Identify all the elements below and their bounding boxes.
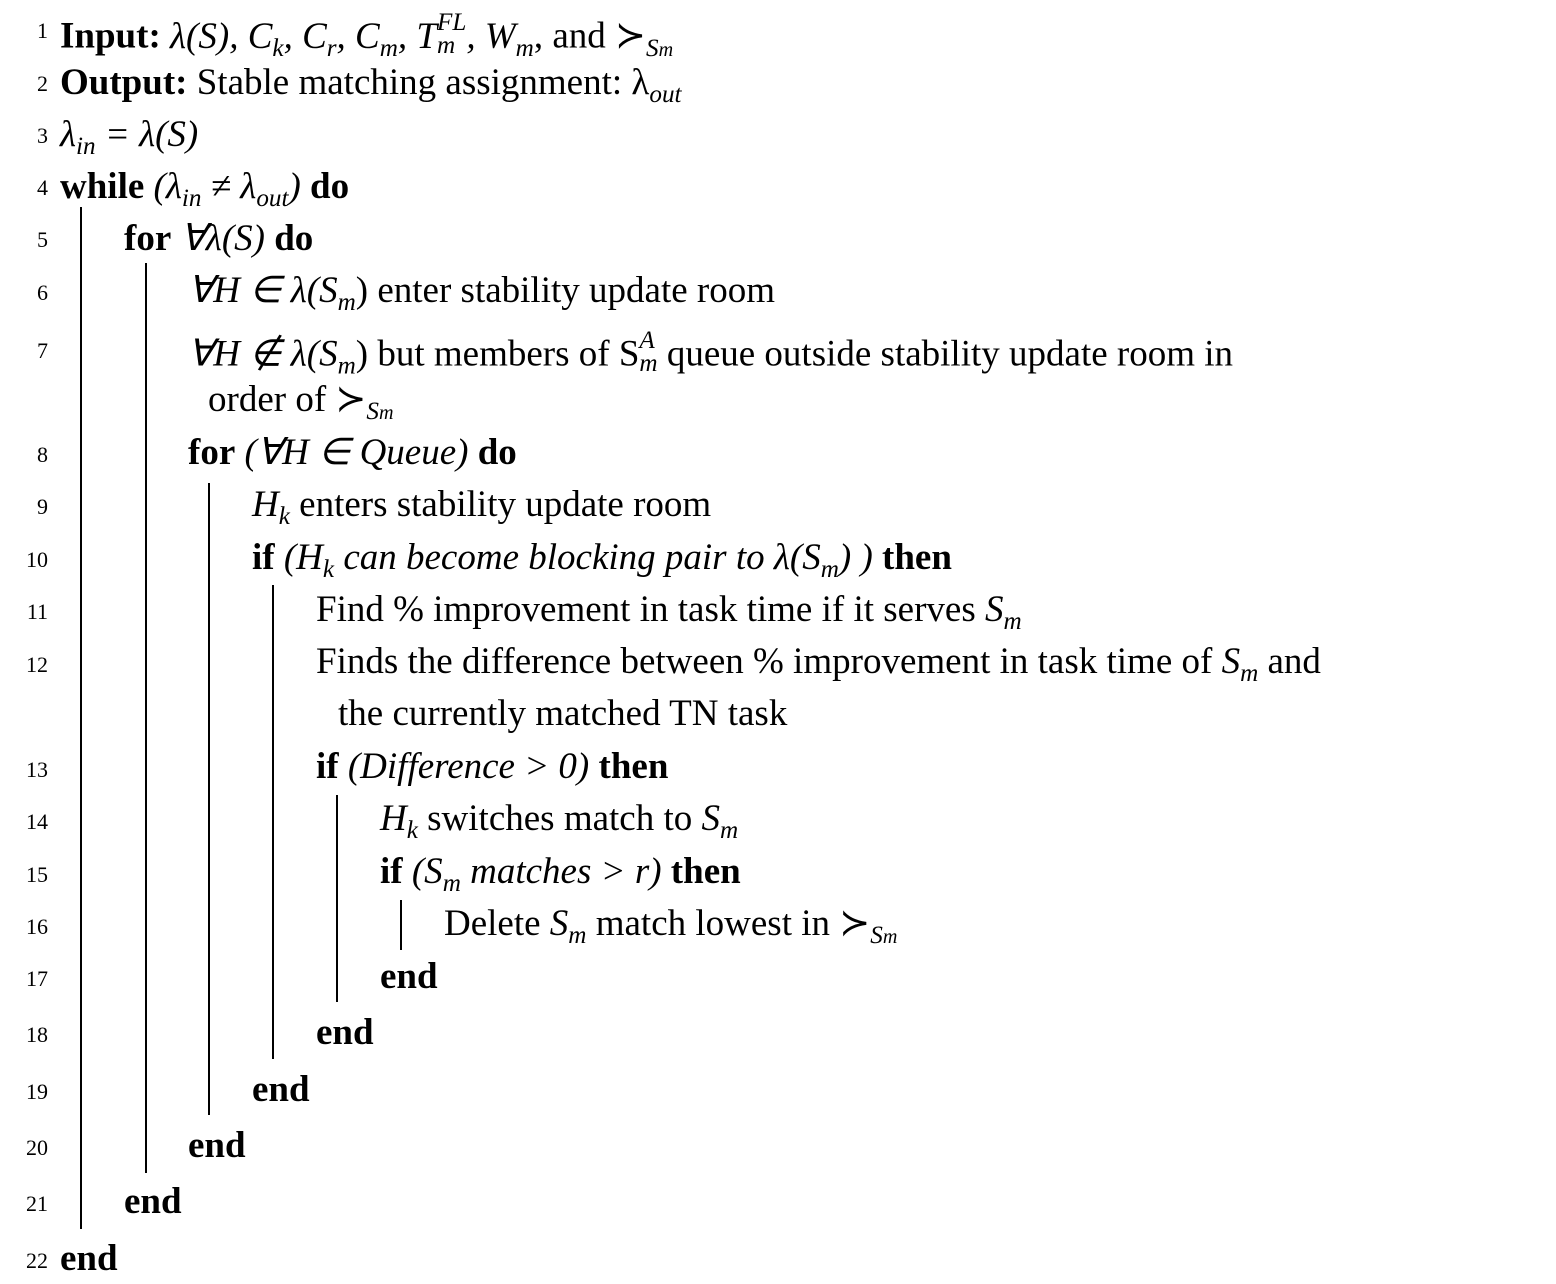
- line-number: 8: [37, 442, 48, 467]
- block-bar-while: [80, 207, 82, 1229]
- do-keyword: do: [310, 166, 350, 207]
- for-keyword: for: [124, 218, 172, 259]
- line-number: 21: [26, 1191, 48, 1216]
- input-variables: λ(S), $C_k$, $C_r$, $C_m$, T FL m , $W_m$: [170, 9, 534, 62]
- line-number: 5: [37, 227, 48, 252]
- line-number: 7: [37, 338, 48, 363]
- block-bar-for-queue: [208, 483, 210, 1115]
- line-number: 12: [26, 652, 48, 677]
- algo-line-end: end: [60, 1238, 118, 1279]
- line-number: 10: [26, 547, 48, 572]
- algo-line-for-all: for ∀λ(S) do: [124, 218, 314, 259]
- algo-line-find-difference: Finds the difference between % improvement in task time of $S_m$ and: [316, 641, 1321, 688]
- algo-line-input: Input: λ(S), $C_k$, $C_r$, $C_m$, T FL m , $W_m$, and $≻_{Sm}$: [60, 9, 674, 62]
- line-number: 16: [26, 914, 48, 939]
- line-number: 15: [26, 862, 48, 887]
- do-keyword: do: [274, 218, 314, 259]
- for-queue-condition: (∀H ∈ Queue): [244, 432, 469, 473]
- line-number: 17: [26, 966, 48, 991]
- algo-line-end: end: [316, 1012, 374, 1053]
- block-bar-for-outer: [145, 263, 147, 1173]
- while-keyword: while: [60, 166, 145, 207]
- algo-line-for-queue: for (∀H ∈ Queue) do: [188, 432, 517, 473]
- line-number: 18: [26, 1022, 48, 1047]
- line-number: 22: [26, 1248, 48, 1273]
- line-number: 1: [37, 18, 48, 43]
- algo-line-enter-room: ∀H ∈ $\lambda(S_m)$ enter stability update room: [188, 270, 775, 317]
- line-number: 6: [37, 280, 48, 305]
- algo-line-find-improvement: Find % improvement in task time if it serves $S_m$: [316, 589, 1022, 636]
- algo-line-if-blocking: if ($H_k$ can become blocking pair to $\lambda(S_m)$ ) then: [252, 537, 952, 584]
- algo-line-end: end: [380, 956, 438, 997]
- line-number: 3: [37, 123, 48, 148]
- algo-line-end: end: [252, 1069, 310, 1110]
- line-number: 20: [26, 1135, 48, 1160]
- algo-line-output: Output: Stable matching assignment: $\lambda_{out}$: [60, 62, 682, 109]
- line-number: 14: [26, 809, 48, 834]
- line-number: 11: [26, 599, 48, 624]
- algo-line-hk-enters: $H_k$ enters stability update room: [252, 484, 712, 531]
- input-and: , and ≻: [533, 15, 647, 57]
- line-number: 19: [26, 1079, 48, 1104]
- algo-line-if-matches: if ($S_m$ matches > r) then: [380, 851, 741, 898]
- output-text: Stable matching assignment: λ: [196, 62, 650, 103]
- output-keyword: Output:: [60, 62, 188, 103]
- algo-line-queue-outside: ∀H ∉ $\lambda(S_m)$ but members of S A m queue outside stability update room in: [188, 327, 1234, 380]
- line-number: 9: [37, 494, 48, 519]
- block-bar-if-blocking: [272, 585, 274, 1059]
- input-keyword: Input:: [60, 15, 161, 57]
- algo-line-queue-outside-cont: order of $≻_{Sm}$: [208, 379, 394, 426]
- algo-line-end: end: [188, 1125, 246, 1166]
- algo-line-assign: $\lambda_{in} = \lambda(S)$: [60, 114, 199, 161]
- line-number: 4: [37, 175, 48, 200]
- algo-line-while: while $(\lambda_{in} \ne \lambda_{out})$ do: [60, 166, 350, 213]
- line-number: 2: [37, 71, 48, 96]
- algo-line-delete-match: Delete $S_m$ match lowest in $≻_{Sm}$: [444, 903, 898, 950]
- block-bar-if-difference: [336, 795, 338, 1002]
- block-bar-if-matches: [400, 900, 402, 950]
- algo-line-if-difference: if (Difference > 0) then: [316, 746, 669, 787]
- line-number: 13: [26, 757, 48, 782]
- algo-line-find-difference-cont: the currently matched TN task: [338, 693, 788, 734]
- algo-line-switch-match: $H_k$ switches match to $S_m$: [380, 798, 739, 845]
- algo-line-end: end: [124, 1181, 182, 1222]
